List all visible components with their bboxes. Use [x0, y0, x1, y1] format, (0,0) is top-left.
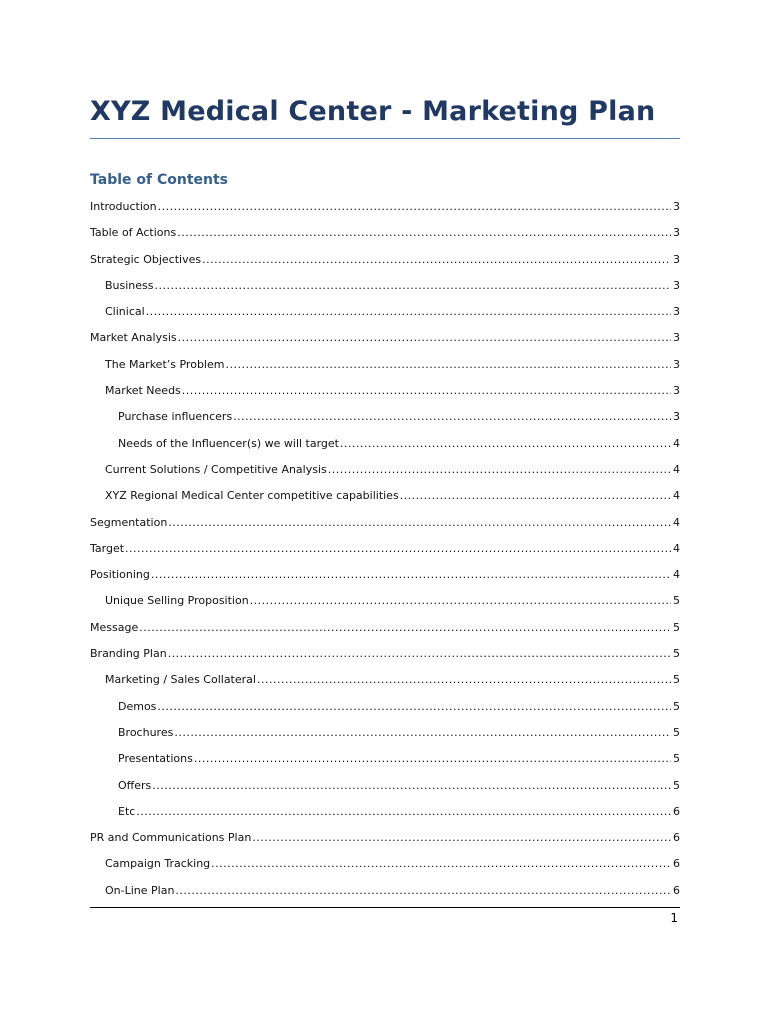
toc-entry-page-number[interactable]: 5 [673, 647, 680, 661]
toc-entry-label[interactable]: Brochures [118, 725, 174, 739]
toc-entry[interactable] [90, 510, 680, 536]
toc-entry[interactable] [90, 220, 680, 246]
toc-entry-label[interactable]: Offers [118, 778, 152, 792]
toc-entry-label[interactable]: The Market’s Problem [105, 357, 225, 371]
page-number: 1 [670, 911, 678, 925]
toc-entry-page-number[interactable]: 3 [673, 200, 680, 213]
toc-entry[interactable] [90, 378, 680, 404]
toc-dot-leader [152, 773, 671, 799]
toc-dot-leader [250, 588, 671, 614]
toc-entry[interactable] [90, 299, 680, 325]
toc-entry-page-number[interactable]: 3 [673, 252, 680, 266]
toc-entry[interactable] [90, 325, 680, 351]
toc-entry-label[interactable]: Business [105, 278, 154, 292]
toc-entry[interactable] [90, 457, 680, 483]
toc-entry-page-number[interactable]: 3 [673, 384, 680, 398]
toc-entry-page-number[interactable]: 3 [673, 226, 680, 240]
toc-entry-label[interactable]: Strategic Objectives [90, 252, 202, 266]
toc-dot-leader [158, 194, 671, 220]
toc-entry[interactable] [90, 641, 680, 667]
toc-entry[interactable] [90, 483, 680, 509]
toc-entry[interactable] [90, 746, 680, 772]
toc-entry[interactable] [90, 273, 680, 299]
toc-entry-label[interactable]: Introduction [90, 200, 157, 213]
toc-entry-label[interactable]: Demos [118, 699, 157, 713]
toc-dot-leader [157, 694, 671, 720]
toc-dot-leader [252, 825, 671, 851]
toc-entry-page-number[interactable]: 5 [673, 752, 680, 766]
toc-dot-leader [194, 746, 671, 772]
toc-entry[interactable] [90, 667, 680, 693]
toc-entry-label[interactable]: Etc [118, 804, 136, 818]
toc-entry-page-number[interactable]: 5 [673, 725, 680, 739]
toc-entry[interactable] [90, 694, 680, 720]
toc-entry[interactable] [90, 352, 680, 378]
toc-dot-leader [174, 720, 671, 746]
toc-entry-page-number[interactable]: 4 [673, 462, 680, 476]
toc-entry-label[interactable]: Clinical [105, 305, 145, 319]
toc-dot-leader [146, 299, 671, 325]
toc-entry[interactable] [90, 799, 680, 825]
toc-entry-page-number[interactable]: 4 [673, 515, 680, 529]
toc-heading: Table of Contents [90, 172, 229, 188]
toc-entry-label[interactable]: Branding Plan [90, 647, 167, 661]
toc-dot-leader [257, 667, 671, 693]
toc-dot-leader [182, 378, 671, 404]
toc-entry-page-number[interactable]: 6 [673, 857, 680, 871]
toc-dot-leader [211, 851, 671, 877]
toc-dot-leader [139, 615, 671, 641]
toc-entry-label[interactable]: Unique Selling Proposition [105, 594, 249, 608]
toc-entry-page-number[interactable]: 3 [673, 278, 680, 292]
toc-dot-leader [178, 325, 671, 351]
toc-entry-label[interactable]: Current Solutions / Competitive Analysis [105, 462, 327, 476]
toc-entry-label[interactable]: Message [90, 620, 139, 634]
toc-dot-leader [225, 352, 671, 378]
toc-entry[interactable] [90, 773, 680, 799]
toc-dot-leader [233, 404, 671, 430]
toc-entry-page-number[interactable]: 5 [673, 620, 680, 634]
toc-entry-page-number[interactable]: 3 [673, 305, 680, 319]
toc-dot-leader [328, 457, 671, 483]
toc-dot-leader [136, 799, 671, 825]
document-title: XYZ Medical Center - Marketing Plan [90, 96, 656, 127]
toc-entry-page-number[interactable]: 3 [673, 410, 680, 424]
toc-entry-label[interactable]: Marketing / Sales Collateral [105, 673, 256, 687]
toc-dot-leader [340, 431, 671, 457]
toc-entry-page-number[interactable]: 6 [673, 804, 680, 818]
footer-divider [90, 907, 680, 908]
toc-dot-leader [125, 536, 671, 562]
toc-entry-label[interactable]: Presentations [118, 752, 193, 766]
toc-entry-label[interactable]: Table of Actions [90, 226, 177, 240]
toc-dot-leader [168, 510, 671, 536]
toc-entry-page-number[interactable]: 4 [673, 489, 680, 503]
toc-dot-leader [400, 483, 671, 509]
toc-entry[interactable] [90, 851, 680, 877]
toc-entry-label[interactable]: Purchase influencers [118, 410, 233, 424]
toc-entry-page-number[interactable]: 3 [673, 331, 680, 345]
table-of-contents [90, 194, 680, 904]
toc-dot-leader [177, 220, 671, 246]
toc-dot-leader [175, 878, 671, 904]
toc-entry[interactable] [90, 562, 680, 588]
toc-entry-label[interactable]: Market Needs [105, 384, 181, 398]
toc-entry-page-number[interactable]: 5 [673, 699, 680, 713]
toc-entry-label[interactable]: Positioning [90, 568, 150, 582]
toc-dot-leader [155, 273, 671, 299]
toc-entry-page-number[interactable]: 3 [673, 357, 680, 371]
toc-entry-page-number[interactable]: 4 [673, 541, 680, 555]
toc-entry-page-number[interactable]: 6 [673, 883, 680, 897]
toc-entry-label[interactable]: Campaign Tracking [105, 857, 211, 871]
toc-entry[interactable] [90, 825, 680, 851]
toc-entry-label[interactable]: Target [90, 541, 125, 555]
toc-entry[interactable] [90, 247, 680, 273]
toc-entry-page-number[interactable]: 5 [673, 594, 680, 608]
toc-dot-leader [202, 247, 671, 273]
toc-entry[interactable] [90, 404, 680, 430]
toc-entry-page-number[interactable]: 5 [673, 778, 680, 792]
toc-entry-label[interactable]: Segmentation [90, 515, 168, 529]
toc-entry[interactable] [90, 588, 680, 614]
title-underline [90, 138, 680, 139]
toc-entry[interactable] [90, 536, 680, 562]
toc-entry-page-number[interactable]: 4 [673, 436, 680, 450]
toc-entry-page-number[interactable]: 4 [673, 568, 680, 582]
toc-dot-leader [168, 641, 671, 667]
toc-entry-page-number[interactable]: 6 [673, 831, 680, 845]
toc-entry-label[interactable]: Market Analysis [90, 331, 177, 345]
toc-entry[interactable] [90, 431, 680, 457]
toc-entry[interactable] [90, 720, 680, 746]
toc-entry[interactable] [90, 878, 680, 904]
toc-entry-label[interactable]: On-Line Plan [105, 883, 175, 897]
toc-entry[interactable] [90, 194, 680, 220]
toc-entry-label[interactable]: XYZ Regional Medical Center competitive capabilities [105, 489, 399, 503]
toc-entry-label[interactable]: PR and Communications Plan [90, 831, 252, 845]
toc-entry[interactable] [90, 615, 680, 641]
toc-dot-leader [151, 562, 671, 588]
toc-entry-page-number[interactable]: 5 [673, 673, 680, 687]
toc-entry-label[interactable]: Needs of the Influencer(s) we will target [118, 436, 339, 450]
